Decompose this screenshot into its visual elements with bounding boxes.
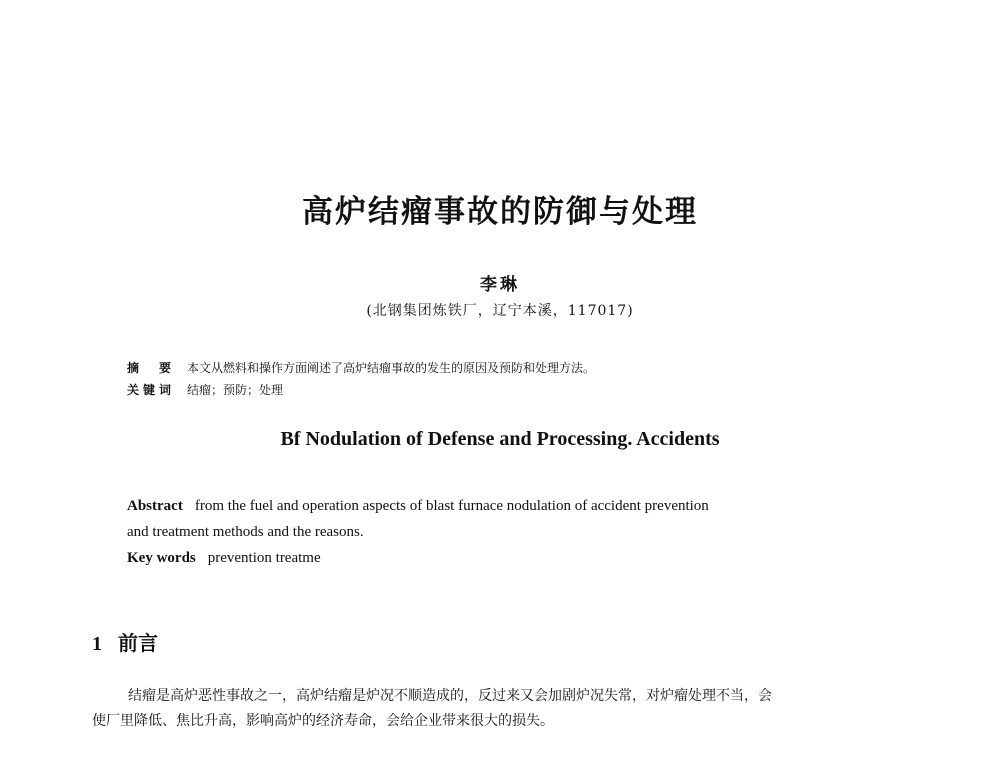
body-line-1: 结瘤是高炉恶性事故之一，高炉结瘤是炉况不顺造成的，反过来又会加剧炉况失常，对炉瘤处理不当，会 [128,688,772,704]
english-keywords-label: Key words [127,550,196,566]
chinese-abstract-block [127,357,595,401]
english-abstract-block [127,493,877,571]
author-name: 李琳 [480,275,520,295]
english-keywords [127,545,877,571]
english-abstract-text-1: from the fuel and operation aspects of blast furnace nodulation of accident prevention [194,498,709,514]
chinese-keywords [127,379,595,401]
chinese-keywords-text: 结瘤；预防；处理 [187,383,284,397]
paper-title: 高炉结瘤事故的防御与处理 [302,194,698,230]
chinese-keywords-label: 关键词 [127,383,176,397]
english-abstract-line-1 [127,493,877,519]
body-line-2: 使厂里降低、焦比升高，影响高炉的经济寿命，会给企业带来很大的损失。 [92,713,554,729]
english-title: Bf Nodulation of Defense and Processing. Accidents [280,428,720,450]
chinese-abstract-text: 本文从燃料和操作方面阐述了高炉结瘤事故的发生的原因及预防和处理方法。 [187,361,596,375]
english-abstract-line-2 [127,519,877,545]
chinese-abstract [127,357,595,379]
section-number: 1 [92,633,102,655]
english-abstract-label: Abstract [127,498,183,514]
section-heading [92,627,158,656]
section-title: 前言 [118,631,158,655]
body-paragraph [92,684,912,734]
author-affiliation: (北钢集团炼铁厂，辽宁本溪，117017) [366,303,634,319]
english-abstract-text-2: and treatment methods and the reasons. [127,524,364,540]
english-keywords-text: prevention treatme [207,550,321,566]
chinese-abstract-label: 摘 要 [127,361,176,375]
